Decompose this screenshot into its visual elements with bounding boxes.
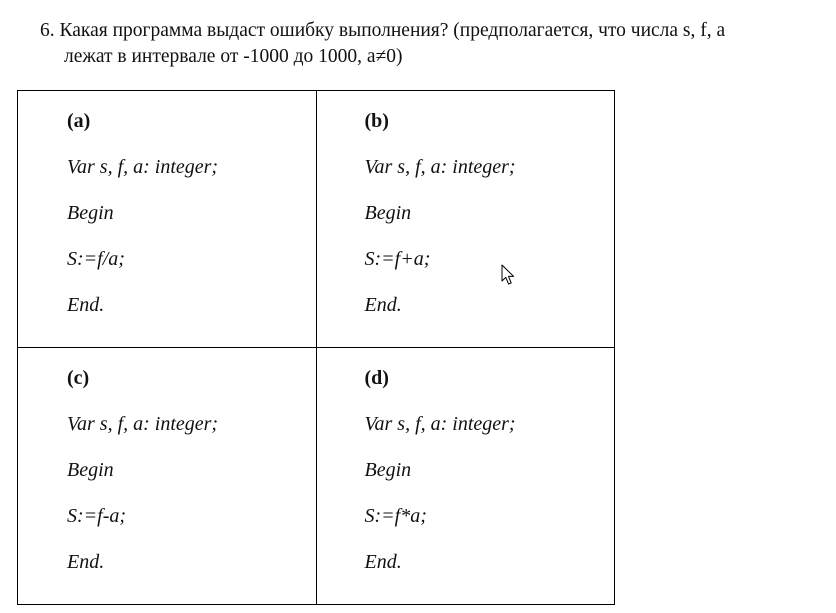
option-b-begin-line: Begin [364,202,412,224]
option-d-end-line: End. [364,551,402,573]
option-c-var-line: Var s, f, a: integer; [67,413,219,435]
options-table [17,90,615,605]
option-a-var-line: Var s, f, a: integer; [67,156,219,178]
mouse-pointer-icon [501,264,515,286]
option-d-statement-line: S:=f*a; [364,505,427,527]
option-b-end-line: End. [364,294,402,316]
option-d-label: (d) [364,367,389,389]
option-a-label: (a) [67,110,91,132]
option-d-program [365,368,516,572]
option-a-program [67,111,218,315]
option-c-begin-line: Begin [67,459,114,481]
options-row-2 [18,348,615,605]
question-line-1: 6. Какая программа выдаст ошибку выполнения? (предполагается, что числа s, f, a [40,20,726,41]
option-a-statement-line: S:=f/a; [67,248,125,270]
option-c-cell[interactable] [18,348,317,605]
option-d-cell[interactable] [316,348,615,605]
option-b-label: (b) [364,110,389,132]
option-c-end-line: End. [67,551,105,573]
question-line-2: лежат в интервале от -1000 до 1000, a≠0) [64,46,403,67]
option-d-var-line: Var s, f, a: integer; [364,413,516,435]
options-row-1 [18,91,615,348]
option-d-begin-line: Begin [364,459,412,481]
option-a-cell[interactable] [18,91,317,348]
option-c-label: (c) [67,367,90,389]
question-text [40,18,820,70]
option-a-end-line: End. [67,294,105,316]
option-b-var-line: Var s, f, a: integer; [364,156,516,178]
option-c-program [67,368,218,572]
option-c-statement-line: S:=f-a; [67,505,127,527]
option-b-program [365,111,516,315]
option-b-cell[interactable] [316,91,615,348]
option-a-begin-line: Begin [67,202,114,224]
option-b-statement-line: S:=f+a; [364,248,431,270]
